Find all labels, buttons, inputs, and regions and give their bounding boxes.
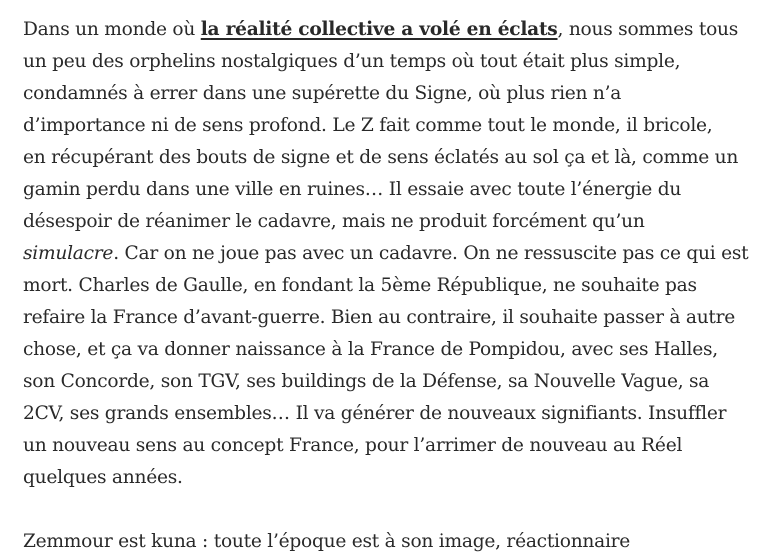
text-line: gamin perdu dans une ville en ruines… Il essaie avec toute l’énergie du — [23, 179, 682, 200]
text-line — [23, 14, 753, 46]
article-body — [23, 14, 753, 558]
text-line: 2CV, ses grands ensembles… Il va générer de nouveaux signifiants. Insuffler — [23, 403, 727, 424]
text-line: quelques années. — [23, 467, 183, 488]
text-line: d’importance ni de sens profond. Le Z fait comme tout le monde, il bricole, — [23, 115, 713, 136]
text-line: un nouveau sens au concept France, pour l’arrimer de nouveau au Réel — [23, 435, 683, 456]
emphasis-simulacre: simulacre — [23, 243, 114, 264]
text-line: mort. Charles de Gaulle, en fondant la 5ème République, ne souhaite pas — [23, 275, 697, 296]
paragraph — [23, 526, 753, 558]
text-line: désespoir de réanimer le cadavre, mais ne produit forcément qu’un — [23, 211, 645, 232]
text-segment: Dans un monde où — [23, 19, 201, 40]
text-line: en récupérant des bouts de signe et de sens éclatés au sol ça et là, comme un — [23, 147, 739, 168]
text-line: condamnés à errer dans une supérette du Signe, où plus rien n’a — [23, 83, 622, 104]
text-line: Zemmour est kuna : toute l’époque est à son image, réactionnaire — [23, 531, 631, 552]
paragraph — [23, 14, 753, 494]
text-line: chose, et ça va donner naissance à la France de Pompidou, avec ses Halles, — [23, 339, 718, 360]
text-segment: . Car on ne joue pas avec un cadavre. On ne ressuscite pas ce qui est — [113, 243, 749, 264]
reality-link[interactable]: la réalité collective a volé en éclats — [200, 19, 558, 40]
text-line: refaire la France d’avant-guerre. Bien au contraire, il souhaite passer à autre — [23, 307, 736, 328]
text-line: un peu des orphelins nostalgiques d’un temps où tout était plus simple, — [23, 51, 681, 72]
text-line — [23, 238, 753, 270]
text-segment: , nous sommes tous — [557, 19, 739, 40]
text-line: son Concorde, son TGV, ses buildings de la Défense, sa Nouvelle Vague, sa — [23, 371, 710, 392]
